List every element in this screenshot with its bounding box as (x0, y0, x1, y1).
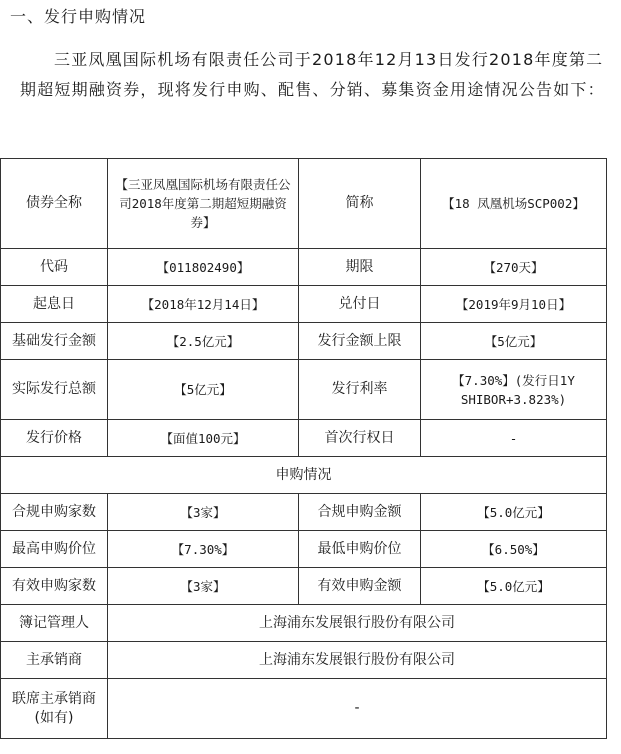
table-row (1, 323, 607, 360)
subscription-section-header: 申购情况 (1, 457, 607, 494)
short-name-label: 简称 (299, 159, 421, 249)
value-date-label: 起息日 (1, 286, 108, 323)
table-row (1, 568, 607, 605)
bond-full-name-label: 债券全称 (1, 159, 108, 249)
payment-date-value: 【2019年9月10日】 (421, 286, 607, 323)
first-exercise-label: 首次行权日 (299, 420, 421, 457)
price-value: 【面值100元】 (108, 420, 299, 457)
compliant-count-label: 合规申购家数 (1, 494, 108, 531)
amount-cap-label: 发行金额上限 (299, 323, 421, 360)
lead-underwriter-value: 上海浦东发展银行股份有限公司 (108, 642, 607, 679)
table-row (1, 286, 607, 323)
table-row (1, 420, 607, 457)
base-amount-value: 【2.5亿元】 (108, 323, 299, 360)
lowest-price-value: 【6.50%】 (421, 531, 607, 568)
table-row (1, 531, 607, 568)
lowest-price-label: 最低申购价位 (299, 531, 421, 568)
amount-cap-value: 【5亿元】 (421, 323, 607, 360)
base-amount-label: 基础发行金额 (1, 323, 108, 360)
valid-amount-label: 有效申购金额 (299, 568, 421, 605)
joint-underwriter-value: - (108, 679, 607, 739)
actual-amount-label: 实际发行总额 (1, 360, 108, 420)
rate-value: 【7.30%】(发行日1Y SHIBOR+3.823%) (421, 360, 607, 420)
bond-issuance-table (0, 158, 607, 739)
valid-count-label: 有效申购家数 (1, 568, 108, 605)
table-row (1, 642, 607, 679)
section-heading: 一、发行申购情况 (10, 7, 147, 26)
term-value: 【270天】 (421, 249, 607, 286)
bond-full-name-value: 【三亚凤凰国际机场有限责任公司2018年度第二期超短期融资券】 (108, 159, 299, 249)
table-row (1, 494, 607, 531)
compliant-count-value: 【3家】 (108, 494, 299, 531)
value-date-value: 【2018年12月14日】 (108, 286, 299, 323)
intro-text: 三亚凤凰国际机场有限责任公司于2018年12月13日发行2018年度第二期超短期融资券，现将发行申购、配售、分销、募集资金用途情况公告如下： (20, 50, 605, 99)
short-name-value: 【18 凤凰机场SCP002】 (421, 159, 607, 249)
table-row (1, 457, 607, 494)
highest-price-value: 【7.30%】 (108, 531, 299, 568)
compliant-amount-label: 合规申购金额 (299, 494, 421, 531)
payment-date-label: 兑付日 (299, 286, 421, 323)
code-value: 【011802490】 (108, 249, 299, 286)
actual-amount-value: 【5亿元】 (108, 360, 299, 420)
term-label: 期限 (299, 249, 421, 286)
valid-count-value: 【3家】 (108, 568, 299, 605)
bookrunner-value: 上海浦东发展银行股份有限公司 (108, 605, 607, 642)
price-label: 发行价格 (1, 420, 108, 457)
lead-underwriter-label: 主承销商 (1, 642, 108, 679)
compliant-amount-value: 【5.0亿元】 (421, 494, 607, 531)
rate-label: 发行利率 (299, 360, 421, 420)
code-label: 代码 (1, 249, 108, 286)
intro-paragraph (20, 45, 610, 105)
valid-amount-value: 【5.0亿元】 (421, 568, 607, 605)
table-row (1, 249, 607, 286)
bookrunner-label: 簿记管理人 (1, 605, 108, 642)
first-exercise-value: - (421, 420, 607, 457)
table-row (1, 360, 607, 420)
joint-underwriter-label: 联席主承销商(如有) (1, 679, 108, 739)
table-row (1, 159, 607, 249)
table-row (1, 605, 607, 642)
table-row (1, 679, 607, 739)
highest-price-label: 最高申购价位 (1, 531, 108, 568)
